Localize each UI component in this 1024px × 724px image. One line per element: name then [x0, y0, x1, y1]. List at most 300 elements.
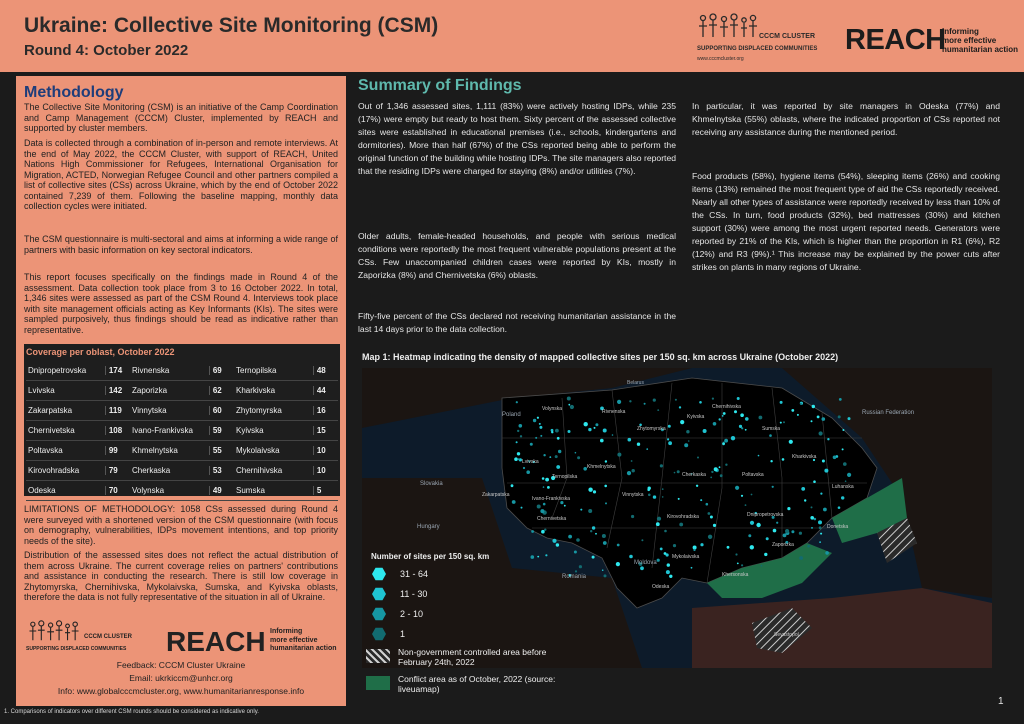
oblast-label: Kharkivska	[792, 454, 817, 460]
density-point	[657, 559, 660, 562]
methodology-paragraph: This report focuses specifically on the findings made in Round 4 of the assessment. Data collection took place from 3 to 16 October 2022. In total, 1,346 sites were assessed as part of the CSM Round 4. Interviews took place with site management officials acting as Key Informants (KIs). The sites were sampled purposively, thus findings should be read as indicative rather than representative.	[24, 272, 338, 335]
density-point	[811, 506, 813, 508]
density-point	[722, 415, 724, 417]
density-point	[648, 487, 651, 490]
coverage-row	[26, 401, 338, 421]
density-point	[750, 545, 754, 549]
oblast-label: Luhanska	[832, 484, 854, 490]
density-point	[568, 404, 570, 406]
density-point	[703, 429, 707, 433]
oblast-label: Dnipropetrovska	[747, 512, 784, 518]
density-point	[629, 400, 631, 402]
density-point	[547, 486, 550, 489]
legend-label: 1	[400, 629, 406, 639]
density-point	[526, 470, 530, 474]
coverage-row	[26, 361, 338, 381]
density-point	[612, 434, 614, 436]
limitations-paragraph: LIMITATIONS OF METHODOLOGY: 1058 CSs assessed during Round 4 were surveyed with a shortened version of the CSM questionnaire (with focus on demography, vulnerabilities, IDPs movement intentions, and top priority needs of the site).	[24, 504, 338, 546]
density-point	[838, 415, 841, 418]
oblast-label: Mykolaivska	[672, 554, 700, 560]
density-point	[627, 471, 631, 475]
density-point	[675, 399, 677, 401]
density-point	[780, 401, 783, 404]
density-point	[603, 429, 607, 433]
summary-paragraph: Food products (58%), hygiene items (54%), sleeping items (26%) and cooking items (13%) remained the most frequent type of aid the CSs reportedly received. Nearly all other types of assistance were reportedly received by less than 10% of the CSs. In turn, food products (32%), bed mattresses (30%) and kitchen support (30%) were among the most urgent reported needs. Generators were reported by 21% of the KIs, which is higher than the proportion in R1 (6%), R2 (12%) and R3 (9%).¹ This increase may be explained by the power cuts after strikes on plants in many regions of Ukraine.	[692, 171, 1000, 272]
oblast-name: Kyivska	[236, 426, 264, 435]
density-point	[653, 495, 656, 498]
footer-reach-tagline-line: more effective	[270, 636, 318, 644]
density-point	[588, 509, 592, 513]
country-label: Moldova	[634, 560, 657, 566]
density-point	[584, 422, 588, 426]
people-figures-icon	[697, 13, 759, 39]
density-point	[605, 502, 607, 504]
footer-logos	[24, 616, 340, 666]
density-point	[710, 477, 712, 479]
cccm-logo	[693, 11, 833, 65]
density-point	[741, 427, 743, 429]
distribution-paragraph: Distribution of the assessed sites does not reflect the actual distribution of them across Ukraine. The current coverage relies on partners' contributions and assistance in conducting the research. There is still low coverage in Zhytomyrska, Chernihivska, Mykolaivska, Sumska, and Kyivska oblasts, therefore the data is not fully representative of the situation in all of Ukraine.	[24, 550, 338, 602]
coverage-cell	[130, 406, 234, 415]
density-point	[519, 424, 523, 428]
reach-tagline-line: more effective	[942, 36, 997, 45]
oblast-site-count: 60	[209, 406, 234, 415]
density-point	[592, 526, 595, 529]
density-point	[708, 535, 712, 539]
oblast-site-count: 62	[209, 386, 234, 395]
density-point	[602, 534, 606, 538]
density-point	[748, 534, 751, 537]
coverage-cell	[234, 426, 338, 435]
map-title: Map 1: Heatmap indicating the density of mapped collective sites per 150 sq. km across Ukraine (October 2022)	[362, 352, 839, 362]
density-point	[845, 480, 847, 482]
coverage-row	[26, 481, 338, 501]
methodology-paragraph: The Collective Site Monitoring (CSM) is an initiative of the Camp Coordination and Camp Management (CCCM) Cluster, implemented by REACH and supported by cluster members.	[24, 102, 338, 133]
oblast-label: Sevastopol	[774, 632, 799, 638]
oblast-label: Zaporizka	[772, 542, 794, 548]
density-point	[604, 574, 607, 577]
density-point	[535, 437, 537, 439]
coverage-cell	[234, 466, 338, 475]
density-point	[770, 460, 772, 462]
density-point	[772, 486, 774, 488]
density-point	[811, 527, 813, 529]
density-point	[819, 526, 822, 529]
density-point	[595, 423, 598, 426]
density-point	[696, 485, 698, 487]
density-point	[766, 537, 769, 540]
density-point	[564, 505, 566, 507]
oblast-site-count: 69	[209, 366, 234, 375]
density-point	[570, 405, 574, 409]
density-point	[604, 485, 607, 488]
legend-entry	[372, 587, 427, 601]
density-point	[783, 534, 787, 538]
oblast-label: Zhytomyrska	[637, 426, 666, 432]
oblast-name: Odeska	[28, 486, 56, 495]
density-point	[838, 506, 841, 509]
density-point	[556, 465, 560, 469]
oblast-label: Sumska	[762, 426, 781, 432]
legend-entry	[372, 607, 423, 621]
cccm-name: CCCM CLUSTER	[759, 33, 815, 40]
coverage-cell	[26, 466, 130, 475]
density-point	[825, 551, 829, 555]
density-point	[725, 464, 727, 466]
density-point	[668, 441, 672, 445]
density-point	[811, 420, 813, 422]
density-point	[549, 456, 551, 458]
density-point	[542, 477, 545, 480]
oblast-site-count: 48	[313, 366, 338, 375]
density-point	[667, 563, 670, 566]
oblast-label: Kirovohradska	[667, 514, 699, 520]
density-point	[824, 469, 828, 473]
density-point	[708, 512, 711, 515]
density-point	[644, 403, 646, 405]
coverage-row	[26, 441, 338, 461]
report-title: Ukraine: Collective Site Monitoring (CSM)	[24, 14, 439, 37]
density-point	[637, 443, 640, 446]
density-point	[653, 399, 656, 402]
oblast-label: Khmelnytska	[587, 464, 616, 470]
coverage-title: Coverage per oblast, October 2022	[26, 347, 175, 357]
density-point	[530, 443, 533, 446]
density-point	[787, 507, 790, 510]
oblast-label: Odeska	[652, 584, 670, 590]
density-point	[568, 535, 572, 539]
heatmap-map	[362, 368, 992, 668]
density-point	[629, 555, 633, 559]
country-label: Poland	[502, 412, 521, 418]
info-link[interactable]: Info: www.globalcccmcluster.org, www.humanitarianresponse.info	[57, 686, 305, 696]
oblast-name: Mykolaivska	[236, 446, 280, 455]
oblast-name: Zaporizka	[132, 386, 168, 395]
density-point	[631, 460, 633, 462]
density-point	[817, 416, 820, 419]
density-point	[540, 435, 542, 437]
density-point	[674, 472, 676, 474]
density-point	[574, 551, 577, 554]
coverage-cell	[26, 446, 130, 455]
coverage-cell	[130, 486, 234, 495]
density-point	[543, 503, 546, 506]
density-point	[842, 448, 844, 450]
email-link[interactable]: Email: ukrkiccm@unhcr.org	[129, 673, 233, 683]
density-point	[555, 455, 558, 458]
coverage-cell	[26, 486, 130, 495]
density-point	[691, 567, 693, 569]
density-point	[758, 455, 760, 457]
legend-title: Number of sites per 150 sq. km	[371, 552, 490, 561]
density-point	[617, 453, 621, 457]
density-point	[785, 529, 789, 533]
hexagon-icon	[372, 587, 386, 601]
oblast-site-count: 174	[105, 366, 130, 375]
density-point	[818, 520, 822, 524]
methodology-paragraph: Data is collected through a combination of in-person and remote interviews. At the end of May 2022, the CCCM Cluster, with support of REACH, United Nations High Commissioner for Refugees, International Organisation for Migration, ACTED, Norwegian Refugee Council and other partners compiled a list of collective sites (CSs) across Ukraine, which by the end of October 2022 contained 7,239 of them. Following the baseline mapping, monthly data collection cycles were initiated.	[24, 138, 338, 211]
legend-entry	[372, 567, 428, 581]
density-point	[756, 523, 760, 527]
density-point	[592, 556, 595, 559]
density-point	[552, 539, 556, 543]
density-point	[719, 466, 721, 468]
density-point	[843, 462, 847, 466]
density-point	[641, 539, 643, 541]
density-point	[516, 441, 518, 443]
density-point	[697, 457, 699, 459]
density-point	[539, 423, 541, 425]
footnote: 1. Comparisons of indicators over different CSM rounds should be considered as indicative only.	[4, 709, 259, 715]
density-point	[722, 442, 725, 445]
oblast-label: Rivnenska	[602, 409, 626, 415]
density-point	[724, 439, 728, 443]
density-point	[600, 439, 604, 443]
map-canvas	[362, 368, 992, 668]
coverage-table	[24, 344, 340, 496]
conflict-label: Conflict area as of October, 2022 (source: liveuamap)	[398, 674, 556, 694]
density-point	[517, 452, 520, 455]
density-point	[833, 456, 837, 460]
oblast-name: Zhytomyrska	[236, 406, 282, 415]
density-point	[745, 504, 747, 506]
density-point	[664, 552, 667, 555]
summary-title: Summary of Findings	[358, 77, 522, 94]
density-point	[799, 532, 802, 535]
density-point	[667, 438, 669, 440]
density-point	[773, 529, 777, 533]
density-point	[541, 530, 545, 534]
density-point	[699, 401, 702, 404]
density-point	[710, 516, 713, 519]
oblast-site-count: 70	[105, 486, 130, 495]
oblast-site-count: 44	[313, 386, 338, 395]
density-point	[656, 522, 660, 526]
density-point	[537, 505, 541, 509]
coverage-cell	[130, 466, 234, 475]
coverage-cell	[234, 406, 338, 415]
oblast-label: Chernivetska	[537, 516, 567, 522]
density-point	[807, 545, 810, 548]
coverage-cell	[130, 446, 234, 455]
footer-reach-tagline-line: Informing	[270, 628, 303, 635]
coverage-cell	[26, 406, 130, 415]
coverage-cell	[130, 426, 234, 435]
density-point	[841, 496, 844, 499]
density-point	[673, 544, 676, 547]
density-point	[680, 420, 684, 424]
country-label: Belarus	[627, 380, 644, 386]
oblast-name: Chernihivska	[236, 466, 283, 475]
oblast-label: Poltavska	[742, 472, 764, 478]
density-point	[679, 523, 683, 527]
density-point	[764, 553, 767, 556]
density-point	[668, 425, 671, 428]
density-point	[848, 417, 851, 420]
density-point	[797, 414, 799, 416]
oblast-name: Volynska	[132, 486, 165, 495]
cccm-url[interactable]: www.cccmcluster.org	[697, 56, 744, 62]
page-number: 1	[998, 696, 1004, 707]
density-point	[745, 429, 747, 431]
density-point	[731, 436, 735, 440]
density-point	[543, 486, 545, 488]
density-point	[558, 450, 561, 453]
density-point	[588, 488, 592, 492]
density-point	[791, 530, 794, 533]
density-point	[664, 530, 667, 533]
density-point	[783, 421, 785, 423]
density-point	[800, 403, 802, 405]
density-point	[737, 397, 740, 400]
density-point	[684, 443, 688, 447]
coverage-row	[26, 381, 338, 401]
density-point	[533, 419, 536, 422]
oblast-site-count: 53	[209, 466, 234, 475]
oblast-label: Volynska	[542, 406, 563, 412]
ngca-label: Non-government controlled area before February 24th, 2022	[398, 647, 547, 667]
reach-tagline	[942, 27, 1018, 54]
coverage-cell	[234, 486, 338, 495]
density-point	[759, 416, 763, 420]
coverage-grid	[26, 361, 338, 501]
density-point	[769, 434, 772, 437]
footer-reach-logo: REACH	[166, 626, 266, 657]
density-point	[822, 460, 825, 463]
density-point	[700, 543, 703, 546]
density-point	[820, 493, 822, 495]
coverage-cell	[26, 426, 130, 435]
density-point	[590, 530, 592, 532]
density-point	[812, 405, 815, 408]
oblast-name: Zakarpatska	[28, 406, 73, 415]
density-point	[740, 413, 744, 417]
density-point	[580, 509, 582, 511]
density-point	[735, 486, 739, 490]
density-point	[520, 435, 522, 437]
oblast-label: Lvivska	[522, 459, 539, 465]
density-point	[820, 533, 822, 535]
density-point	[605, 460, 607, 462]
density-point	[545, 478, 549, 482]
density-point	[594, 427, 596, 429]
footer-reach-tagline-line: humanitarian action	[270, 645, 337, 652]
density-point	[789, 440, 793, 444]
coverage-cell	[26, 386, 130, 395]
country-label: Romania	[562, 574, 587, 580]
density-point	[810, 516, 814, 520]
cccm-tagline: SUPPORTING DISPLACED COMMUNITIES	[697, 46, 818, 52]
coverage-cell	[26, 366, 130, 375]
oblast-name: Ternopilska	[236, 366, 277, 375]
density-point	[595, 533, 597, 535]
density-point	[791, 409, 794, 412]
summary-paragraph: Older adults, female-headed households, and people with serious medical conditions were reportedly the most frequent vulnerable populations present at the CSs. Few unaccompanied children cases were reported by KIs, mostly in Zaporizka (8%) and Chernivetska (6%) oblasts.	[358, 231, 676, 280]
density-point	[593, 490, 596, 493]
oblast-site-count: 10	[313, 466, 338, 475]
density-point	[735, 553, 737, 555]
density-point	[799, 556, 803, 560]
density-point	[521, 507, 523, 509]
coverage-cell	[234, 366, 338, 375]
coverage-cell	[130, 366, 234, 375]
density-point	[669, 575, 672, 578]
oblast-site-count: 142	[105, 386, 130, 395]
density-point	[723, 412, 726, 415]
density-point	[577, 456, 580, 459]
density-point	[711, 471, 713, 473]
density-point	[511, 484, 514, 487]
density-point	[657, 409, 659, 411]
footer-cccm-tagline: SUPPORTING DISPLACED COMMUNITIES	[26, 646, 127, 652]
density-point	[660, 464, 663, 467]
density-point	[666, 570, 670, 574]
oblast-label: Chernihivska	[712, 404, 741, 410]
density-point	[712, 398, 714, 400]
density-point	[632, 469, 635, 472]
density-point	[602, 569, 604, 571]
density-point	[517, 430, 519, 432]
density-point	[555, 429, 559, 433]
oblast-name: Chernivetska	[28, 426, 75, 435]
density-point	[628, 438, 632, 442]
oblast-label: Ternopilska	[552, 474, 578, 480]
density-point	[677, 470, 680, 473]
density-point	[822, 417, 826, 421]
oblast-label: Zakarpatska	[482, 492, 510, 498]
oblast-name: Kharkivska	[236, 386, 276, 395]
density-point	[737, 563, 739, 565]
density-point	[750, 521, 754, 525]
oblast-site-count: 5	[313, 486, 338, 495]
density-point	[847, 473, 851, 477]
density-point	[804, 499, 806, 501]
country-label: Hungary	[417, 524, 440, 530]
legend-entry	[372, 627, 405, 641]
density-point	[819, 541, 821, 543]
oblast-site-count: 79	[105, 466, 130, 475]
oblast-site-count: 99	[105, 446, 130, 455]
oblast-label: Khersonska	[722, 572, 749, 578]
density-point	[700, 499, 702, 501]
oblast-site-count: 15	[313, 426, 338, 435]
density-point	[556, 543, 559, 546]
density-point	[713, 524, 716, 527]
density-point	[761, 565, 763, 567]
summary-paragraph: In particular, it was reported by site managers in Odeska (77%) and Khmelnytska (55%) oblasts, where the indicated proportion of CSs reported not receiving any assistance during the mentioned period.	[692, 101, 1000, 137]
oblast-label: Ivano-Frankivska	[532, 496, 571, 502]
density-point	[734, 410, 737, 413]
hexagon-icon	[372, 567, 386, 581]
oblast-name: Sumska	[236, 486, 265, 495]
density-point	[576, 538, 580, 542]
density-point	[617, 400, 621, 404]
density-point	[741, 564, 743, 566]
density-point	[543, 454, 545, 456]
legend-label: 31 - 64	[400, 569, 429, 579]
oblast-site-count: 59	[209, 426, 234, 435]
people-figures-icon	[26, 620, 82, 642]
legend-label: 2 - 10	[400, 609, 424, 619]
density-point	[660, 548, 663, 551]
oblast-site-count: 10	[313, 446, 338, 455]
density-point	[827, 438, 829, 440]
density-point	[813, 480, 816, 483]
oblast-site-count: 108	[105, 426, 130, 435]
oblast-site-count: 49	[209, 486, 234, 495]
density-point	[713, 422, 717, 426]
report-subtitle: Round 4: October 2022	[24, 42, 189, 59]
